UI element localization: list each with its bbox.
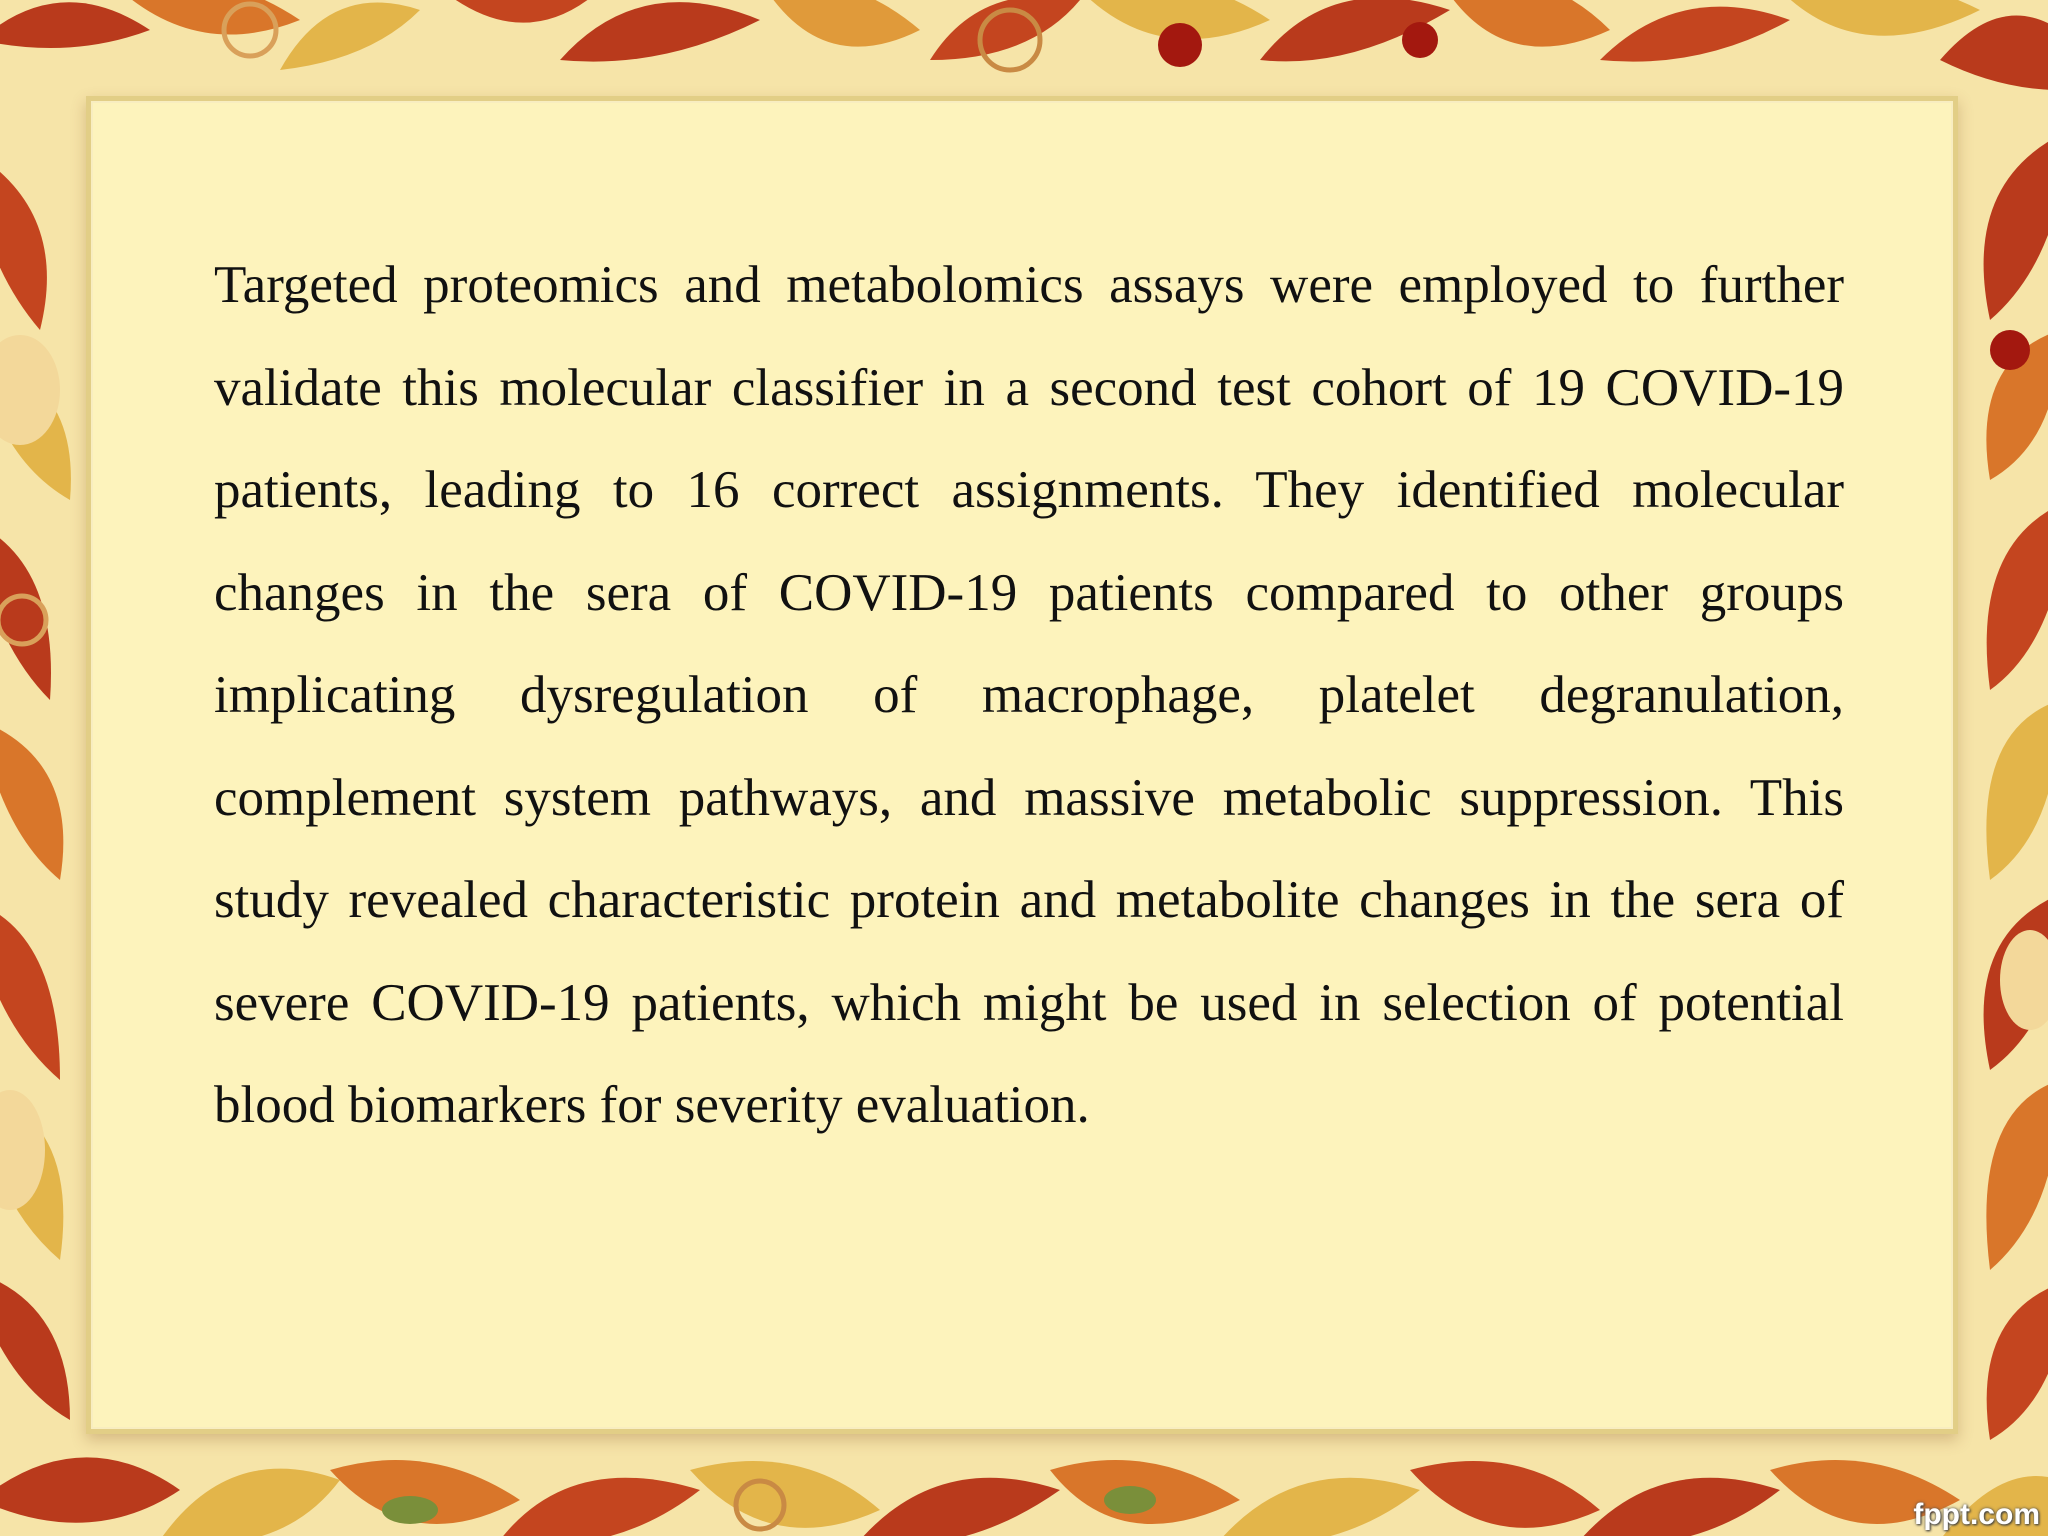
watermark-logo: fppt.com: [1913, 1498, 2040, 1531]
slide-body-text: Targeted proteomics and metabolomics assays were employed to further validate this molecular classifier in a second test cohort of 19 COVID-19 patients, leading to 16 correct assignments. They identified molecular changes in the sera of COVID-19 patients compared to other groups implicating dysregulation of macrophage, platelet degranulation, complement system pathways, and massive metabolic suppression. This study revealed characteristic protein and metabolite changes in the sera of severe COVID-19 patients, which might be used in selection of potential blood biomarkers for severity evaluation.: [214, 256, 1844, 1134]
content-panel: [86, 96, 1958, 1434]
